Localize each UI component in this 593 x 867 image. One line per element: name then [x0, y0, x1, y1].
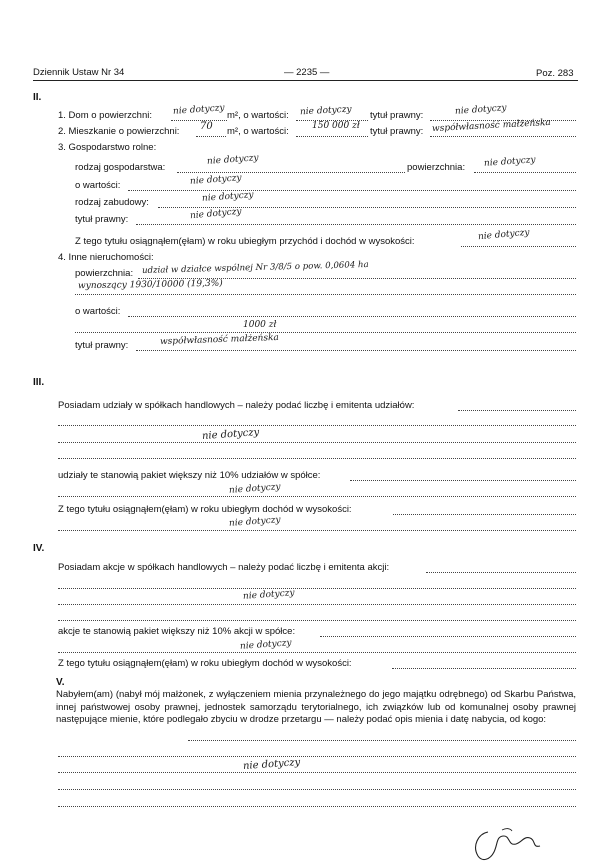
shares-hw: nie dotyczy [201, 427, 260, 442]
item2-area-line [196, 136, 226, 137]
shares-line-2 [58, 442, 576, 443]
section-3-heading: III. [33, 377, 45, 388]
stocks-line-3 [58, 620, 576, 621]
item2-unit: m², o wartości: [227, 126, 289, 137]
item3-build-hw: nie dotyczy [201, 190, 254, 204]
item3-area-line [474, 172, 576, 173]
shares-packet-line-2 [58, 496, 576, 497]
stocks-line-1 [58, 588, 576, 589]
position-number: Poz. 283 [536, 68, 574, 79]
item1-unit: m², o wartości: [227, 110, 289, 121]
item2-value-hw: 150 000 zł [312, 121, 360, 131]
item4-label: 4. Inne nieruchomości: [58, 252, 154, 263]
item2-label: 2. Mieszkanie o powierzchni: [58, 126, 180, 137]
item1-label: 1. Dom o powierzchni: [58, 110, 152, 121]
section-5-heading: V. [56, 677, 65, 688]
item4-value-line [128, 316, 576, 317]
item3-income-line [461, 246, 576, 247]
acq-line-0 [188, 740, 576, 741]
acq-line-4 [58, 806, 576, 807]
stocks-hw: nie dotyczy [242, 588, 295, 602]
shares-line-0 [458, 410, 576, 411]
item4-value-line-2 [75, 332, 576, 333]
stocks-line-2 [58, 604, 576, 605]
item3-type-label: rodzaj gospodarstwa: [75, 162, 166, 173]
shares-packet-hw: nie dotyczy [228, 482, 281, 496]
item1-title-label: tytuł prawny: [370, 110, 424, 121]
item2-title-line [430, 136, 576, 137]
item1-value-hw: nie dotyczy [299, 104, 352, 118]
item1-area-line [171, 120, 227, 121]
item3-build-label: rodzaj zabudowy: [75, 197, 149, 208]
stocks-packet-line-2 [58, 652, 576, 653]
item3-income-label: Z tego tytułu osiągnąłem(ęłam) w roku ubiegłym przychód i dochód w wysokości: [75, 236, 415, 247]
stocks-packet-label: akcje te stanowią pakiet większy niż 10% akcji w spółce: [58, 626, 296, 637]
item4-value-hw: 1000 zł [243, 320, 277, 330]
shares-label: Posiadam udziały w spółkach handlowych – należy podać liczbę i emitenta udziałów: [58, 400, 415, 411]
shares-income-label: Z tego tytułu osiągnąłem(ęłam) w roku ubiegłym dochód w wysokości: [58, 504, 352, 515]
stocks-line-0 [426, 572, 576, 573]
shares-packet-label: udziały te stanowią pakiet większy niż 10% udziałów w spółce: [58, 470, 321, 481]
item3-type-hw: nie dotyczy [206, 153, 259, 167]
item3-area-hw: nie dotyczy [483, 155, 536, 169]
shares-packet-line-1 [350, 480, 576, 481]
item2-area-hw: 70 [200, 121, 213, 132]
stocks-packet-hw: nie dotyczy [239, 638, 292, 652]
stocks-packet-line-1 [320, 636, 576, 637]
item4-title-label: tytuł prawny: [75, 340, 129, 351]
item4-value-label: o wartości: [75, 306, 121, 317]
journal-title: Dziennik Ustaw Nr 34 [33, 67, 125, 78]
item4-area-hw-2: wynoszący 1930/10000 (19,3%) [77, 278, 223, 292]
item4-title-hw: współwłasność małżeńska [159, 332, 280, 348]
section-2-heading: II. [33, 92, 42, 103]
acq-line-3 [58, 789, 576, 790]
stocks-income-line [392, 668, 576, 669]
shares-income-line-1 [393, 514, 576, 515]
item2-value-line [296, 136, 368, 137]
item3-value-label: o wartości: [75, 180, 121, 191]
acq-line-2 [58, 772, 576, 773]
item1-area-hw: nie dotyczy [172, 103, 225, 117]
acq-hw: nie dotyczy [242, 757, 301, 772]
item3-income-hw: nie dotyczy [477, 227, 530, 243]
item4-area-label: powierzchnia: [75, 268, 134, 279]
item3-type-line [177, 172, 405, 173]
item1-title-hw: nie dotyczy [454, 103, 507, 117]
signature-image [458, 822, 558, 864]
item4-title-line [136, 350, 576, 351]
item4-area-hw-1: udział w działce wspólnej Nr 3/8/5 o pow. 0,0604 ha [141, 260, 369, 276]
item3-value-hw: nie dotyczy [189, 173, 242, 187]
shares-line-1 [58, 425, 576, 426]
item3-value-line [128, 190, 576, 191]
header-rule [33, 80, 578, 81]
item3-title-hw: nie dotyczy [189, 206, 242, 222]
stocks-label: Posiadam akcje w spółkach handlowych – należy podać liczbę i emitenta akcji: [58, 562, 390, 573]
shares-income-line-2 [58, 530, 576, 531]
shares-income-hw: nie dotyczy [228, 515, 281, 529]
stocks-income-label: Z tego tytułu osiągnąłem(ęłam) w roku ubiegłym dochód w wysokości: [58, 658, 352, 669]
item3-title-line [136, 224, 576, 225]
shares-line-3 [58, 458, 576, 459]
item4-area-line-2 [75, 294, 576, 295]
acq-line-1 [58, 756, 576, 757]
item3-title-label: tytuł prawny: [75, 214, 129, 225]
item3-label: 3. Gospodarstwo rolne: [58, 142, 157, 153]
page-number: — 2235 — [284, 67, 330, 78]
section-4-heading: IV. [33, 543, 45, 554]
item2-title-label: tytuł prawny: [370, 126, 424, 137]
section-5-text: Nabyłem(am) (nabył mój małżonek, z wyłączeniem mienia przynależnego do jego majątku odrębnego) od Skarbu Państwa, innej państwowej osoby prawnej, jednostek samorządu terytorialnego, ich związków lub od komunalnej osoby prawnej następujące mienie, które podlegało zbyciu w drodze przetargu — należy podać opis mienia i datę nabycia, od kogo: [56, 689, 576, 726]
item3-area-label: powierzchnia: [407, 162, 466, 173]
item2-title-hw: współwłasność małżeńska [431, 117, 552, 135]
